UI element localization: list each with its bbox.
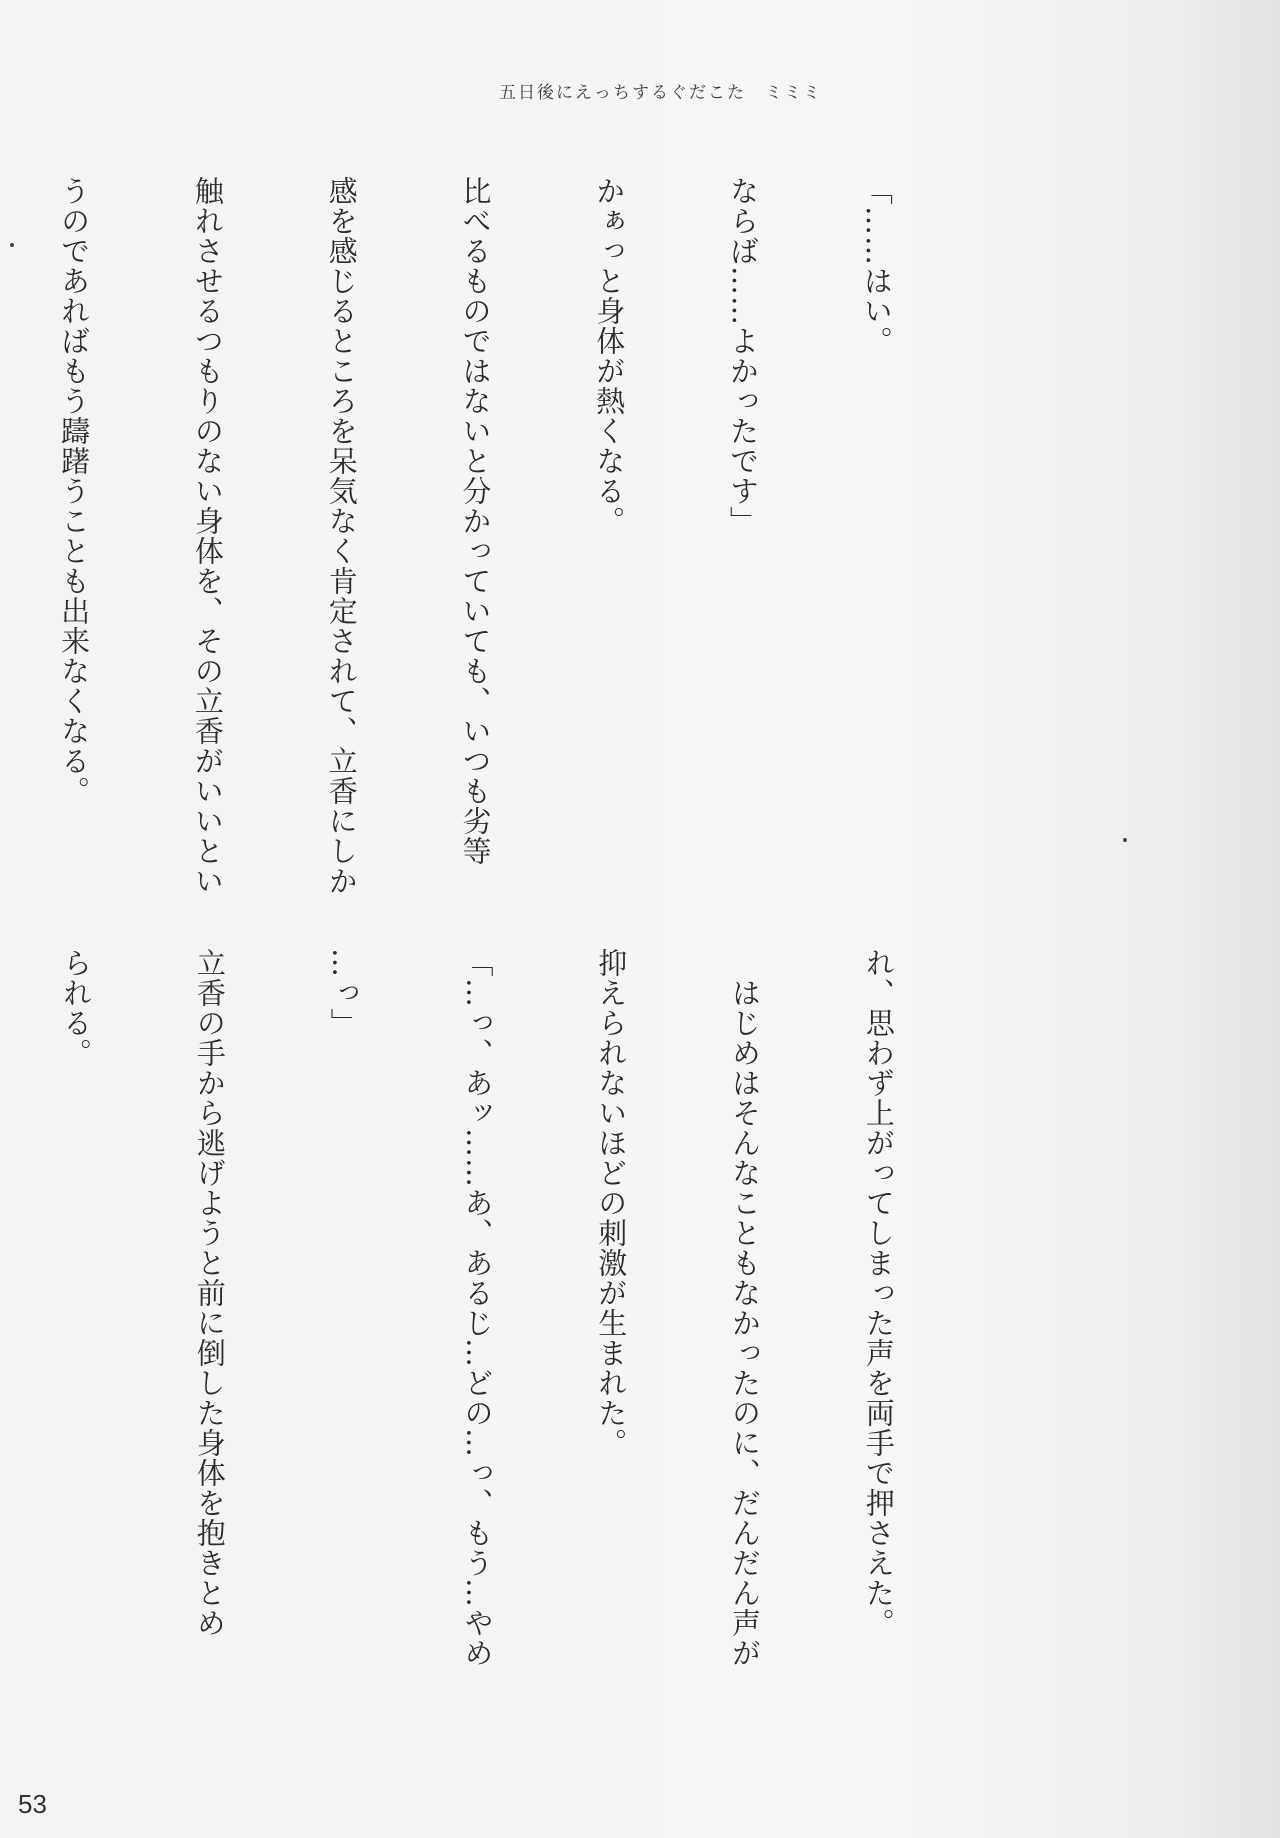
text-line: 感を感じるところを呆気なく肯定されて、立香にしか: [324, 176, 359, 896]
text-line: 立香の手から逃げようと前に倒した身体を抱きとめ: [192, 948, 227, 1638]
text-line: かぁっと身体が熱くなる。: [592, 176, 627, 536]
text-line: 触れさせるつもりのない身体を、その立香がいいとい: [190, 176, 225, 896]
text-line: 「……はい。: [859, 176, 894, 356]
text-line: うのであればもう躊躇うことも出来なくなる。: [57, 176, 92, 806]
dust-speck: [10, 243, 14, 247]
page-number: 53: [18, 1789, 47, 1819]
lower-text-block: [0, 948, 990, 1668]
text-line: れ、思わず上がってしまった声を両手で押さえた。: [861, 948, 896, 1638]
text-line: 抑えられないほどの刺激が生まれた。: [594, 948, 629, 1458]
text-line: られる。: [59, 948, 94, 1068]
text-line: 「…っ、あッ……あ、あるじ…どの…っ、もう…やめ: [460, 948, 495, 1668]
dust-speck: [1123, 838, 1127, 842]
upper-text-block: [0, 176, 988, 896]
text-line: ならば……よかったです」: [726, 176, 761, 536]
text-line: はじめはそんなこともなかったのに、だんだん声が: [728, 948, 763, 1668]
text-line: 比べるものではないと分かっていても、いつも劣等: [458, 176, 493, 866]
text-line: …っ」: [326, 948, 361, 1038]
running-header: 五日後にえっちするぐだこた ミミミ: [499, 83, 822, 103]
